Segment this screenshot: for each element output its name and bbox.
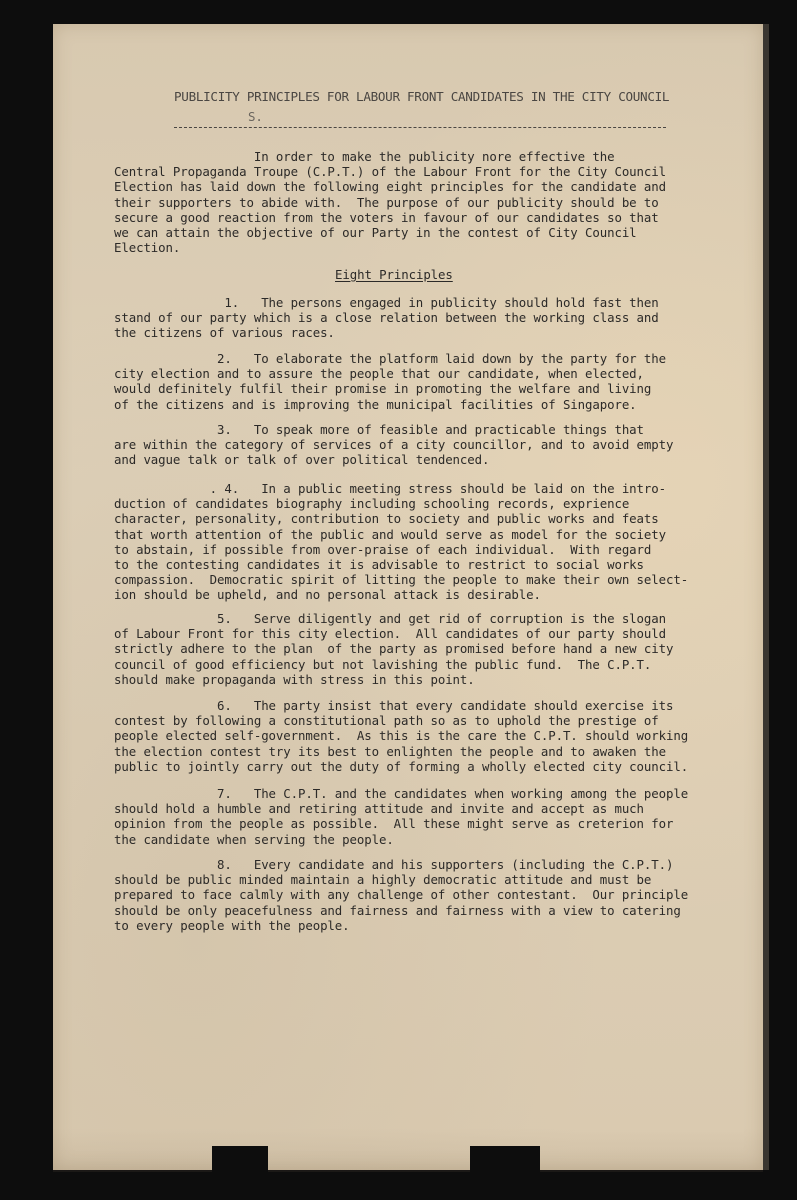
intro-line: we can attain the objective of our Party in the contest of City Council bbox=[114, 224, 637, 240]
principle-line: to every people with the people. bbox=[114, 917, 350, 933]
principle-2 bbox=[114, 351, 674, 412]
principle-line: of the citizens and is improving the municipal facilities of Singapore. bbox=[114, 396, 637, 412]
principle-7 bbox=[114, 786, 689, 847]
document-subtitle: S. bbox=[248, 109, 263, 124]
principle-5 bbox=[114, 611, 674, 687]
principle-line: 7. The C.P.T. and the candidates when working among the people bbox=[114, 786, 689, 801]
principle-line: 8. Every candidate and his supporters (including the C.P.T.) bbox=[114, 857, 674, 872]
principle-line: should be public minded maintain a highly democratic attitude and must be bbox=[114, 872, 652, 888]
principle-line: to the contesting candidates it is advisable to restrict to social works bbox=[114, 556, 644, 572]
principle-line: would definitely fulfil their promise in promoting the welfare and living bbox=[114, 381, 652, 397]
principle-line: to abstain, if possible from over-praise of each individual. With regard bbox=[114, 541, 652, 557]
principle-line: people elected self-government. As this is the care the C.P.T. should working bbox=[114, 728, 689, 744]
intro-line: secure a good reaction from the voters in favour of our candidates so that bbox=[114, 209, 659, 225]
principle-line: stand of our party which is a close relation between the working class and bbox=[114, 310, 659, 326]
principle-6 bbox=[114, 698, 689, 774]
principle-line: contest by following a constitutional path so as to uphold the prestige of bbox=[114, 713, 659, 729]
principle-line: the citizens of various races. bbox=[114, 325, 335, 341]
paper-sheet bbox=[53, 24, 763, 1170]
principle-line: duction of candidates biography including schooling records, exprience bbox=[114, 496, 630, 512]
typewritten-document bbox=[53, 24, 763, 1170]
principle-line: should make propaganda with stress in this point. bbox=[114, 671, 475, 687]
principle-line: council of good efficiency but not lavishing the public fund. The C.P.T. bbox=[114, 656, 652, 672]
paper-tear-notch bbox=[212, 1146, 268, 1172]
principle-3 bbox=[114, 422, 674, 468]
principle-line: 1. The persons engaged in publicity should hold fast then bbox=[114, 295, 659, 310]
principle-line: and vague talk or talk of over political tendenced. bbox=[114, 452, 490, 468]
intro-line: Election has laid down the following eight principles for the candidate and bbox=[114, 179, 666, 195]
principle-line: character, personality, contribution to society and public works and feats bbox=[114, 511, 659, 527]
principle-line: should be only peacefulness and fairness and fairness with a view to catering bbox=[114, 902, 681, 918]
intro-line: Election. bbox=[114, 240, 181, 256]
principle-line: 2. To elaborate the platform laid down by the party for the bbox=[114, 351, 666, 366]
intro-paragraph bbox=[114, 149, 674, 255]
principle-line: public to jointly carry out the duty of forming a wholly elected city council. bbox=[114, 758, 689, 774]
principle-line: that worth attention of the public and would serve as model for the society bbox=[114, 526, 666, 542]
paper-tear-notch bbox=[470, 1146, 540, 1172]
principle-line: 6. The party insist that every candidate should exercise its bbox=[114, 698, 674, 713]
principle-line: the election contest try its best to enlighten the people and to awaken the bbox=[114, 743, 666, 759]
principle-1 bbox=[114, 295, 674, 341]
principle-line: opinion from the people as possible. All these might serve as creterion for bbox=[114, 816, 674, 832]
principle-line: city election and to assure the people that our candidate, when elected, bbox=[114, 366, 644, 382]
principle-line: ion should be upheld, and no personal attack is desirable. bbox=[114, 587, 541, 603]
principle-line: 5. Serve diligently and get rid of corruption is the slogan bbox=[114, 611, 666, 626]
intro-line: In order to make the publicity nore effective the bbox=[114, 149, 615, 164]
paper-right-edge-shadow bbox=[763, 24, 769, 1170]
eight-principles-heading: Eight Principles bbox=[335, 267, 453, 282]
title-underline-rule bbox=[174, 127, 666, 128]
principle-8 bbox=[114, 857, 689, 933]
principle-line: 3. To speak more of feasible and practicable things that bbox=[114, 422, 644, 437]
principle-line: prepared to face calmly with any challenge of other contestant. Our principle bbox=[114, 887, 689, 903]
principle-line: . 4. In a public meeting stress should be laid on the intro- bbox=[114, 481, 666, 496]
principle-4 bbox=[114, 481, 689, 603]
principle-line: of Labour Front for this city election. All candidates of our party should bbox=[114, 626, 666, 642]
intro-line: Central Propaganda Troupe (C.P.T.) of the Labour Front for the City Council bbox=[114, 164, 666, 180]
principle-line: strictly adhere to the plan of the party as promised before hand a new city bbox=[114, 641, 674, 657]
document-title: PUBLICITY PRINCIPLES FOR LABOUR FRONT CANDIDATES IN THE CITY COUNCIL bbox=[174, 89, 670, 104]
principle-line: compassion. Democratic spirit of litting the people to make their own select- bbox=[114, 572, 689, 588]
paper-torn-bottom bbox=[53, 1128, 763, 1172]
principle-line: the candidate when serving the people. bbox=[114, 831, 394, 847]
principle-line: are within the category of services of a city councillor, and to avoid empty bbox=[114, 437, 674, 453]
principle-line: should hold a humble and retiring attitude and invite and accept as much bbox=[114, 801, 644, 817]
intro-line: their supporters to abide with. The purpose of our publicity should be to bbox=[114, 194, 659, 210]
